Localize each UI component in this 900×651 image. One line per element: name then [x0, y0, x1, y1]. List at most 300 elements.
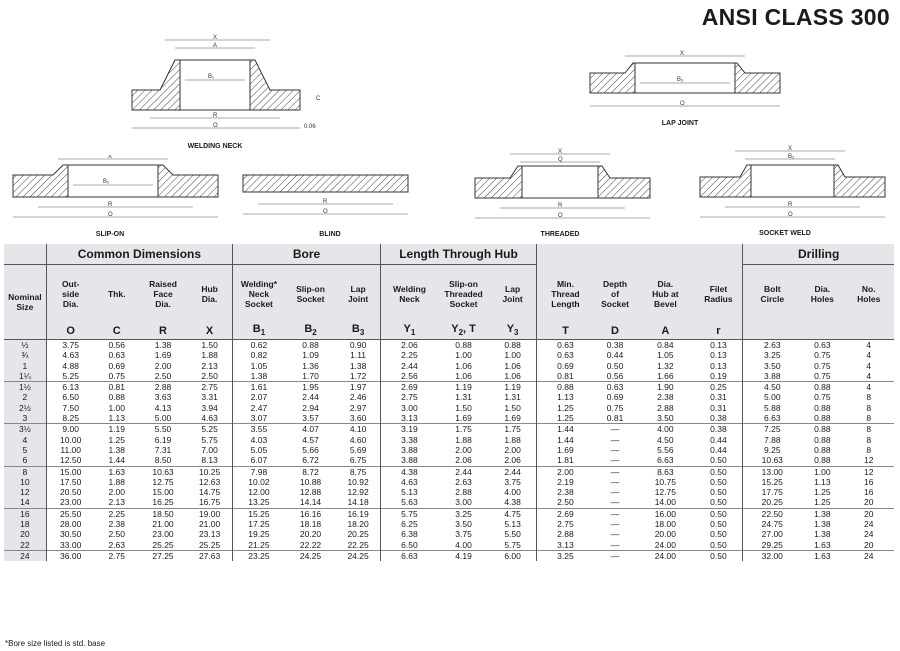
table-cell-value: 1.06: [504, 360, 521, 371]
table-cell-value: 0.69: [108, 360, 125, 371]
table-cell-value: 13.00: [761, 466, 783, 477]
col-label-11: [594, 265, 636, 324]
table-cell-value: 1.36: [302, 360, 319, 371]
table-cell-value: 5.00: [154, 413, 172, 424]
table-cell-value: 0.38: [710, 413, 727, 424]
table-cell-value: 0.50: [710, 455, 727, 466]
table-cell-value: 2.00: [557, 466, 574, 477]
table-cell-value: 0.56: [606, 370, 624, 381]
column-label-row: [4, 265, 894, 324]
table-row-group: [4, 508, 894, 550]
data-cell: [285, 340, 336, 382]
col-label-14: [743, 265, 801, 324]
table-cell-value: 6.00: [504, 550, 521, 561]
table-cell-value: 0.63: [814, 340, 831, 350]
table-cell-value: 22.22: [299, 539, 322, 550]
svg-text:R: R: [558, 203, 563, 209]
table-row-group: [4, 424, 894, 466]
table-cell-value: 2.00: [455, 444, 472, 455]
table-cell-value: 0.19: [710, 370, 727, 381]
col-label-line: of: [611, 288, 620, 299]
data-cell: [438, 340, 489, 382]
table-cell-value: 21.25: [248, 539, 270, 550]
table-cell-value: 20: [864, 508, 874, 519]
table-cell-value: 5.05: [250, 444, 268, 455]
col-symbol-15: [801, 323, 843, 340]
table-cell-value: 4.50: [764, 382, 781, 393]
data-cell: [801, 382, 843, 424]
group-drilling: Drilling: [743, 244, 894, 265]
data-cell: [695, 508, 743, 550]
table-cell-value: 2.50: [108, 529, 125, 540]
table-cell-value: 8.63: [657, 466, 674, 477]
data-cell: [187, 466, 232, 508]
col-symbol-7: $Y_1$: [381, 323, 438, 340]
table-cell-value: 0.50: [710, 487, 727, 498]
data-cell: [743, 508, 801, 550]
table-cell-value: 5.00: [764, 392, 781, 403]
table-cell-value: 2.69: [557, 508, 574, 519]
table-cell-value: 2.47: [250, 402, 268, 413]
table-cell-value: 2.46: [349, 392, 367, 403]
table-cell-value: 5.25: [62, 370, 79, 381]
data-cell: [95, 340, 139, 382]
table-cell-value: 1.63: [814, 550, 831, 561]
table-cell-value: 6.07: [250, 455, 268, 466]
data-cell: [695, 550, 743, 561]
table-cell-value: 0.88: [557, 382, 574, 393]
table-cell-value: 29.25: [761, 539, 783, 550]
table-cell-value: 2.44: [455, 466, 472, 477]
table-cell-value: 0.69: [557, 360, 574, 371]
data-cell: [46, 550, 94, 561]
col-label-line: Socket: [601, 298, 629, 309]
col-symbol-0: O: [46, 323, 94, 340]
data-cell: [489, 382, 536, 424]
table-cell-value: 0.75: [814, 360, 831, 371]
table-cell-value: 8: [866, 392, 872, 403]
table-cell-value: 8: [866, 402, 872, 413]
table-cell-value: 1.19: [455, 382, 472, 393]
data-cell: [843, 550, 894, 561]
table-cell-value: 3.25: [764, 350, 781, 361]
table-cell-value: 3.60: [349, 413, 367, 424]
table-cell-value: 3.75: [455, 529, 472, 540]
svg-text:B₃: B₃: [677, 77, 684, 83]
table-cell-value: 1.88: [504, 434, 521, 445]
col-label-line: Hub: [201, 284, 218, 294]
table-cell-value: 1.25: [557, 413, 574, 424]
table-cell-value: 0.63: [108, 350, 125, 361]
table-cell-value: 12.92: [347, 487, 369, 498]
table-cell-value: 3.50: [455, 519, 472, 530]
table-cell-value: 0.69: [606, 392, 624, 403]
data-cell: [233, 424, 285, 466]
table-cell-value: 25.50: [60, 508, 82, 519]
table-cell-value: 19.00: [198, 508, 221, 519]
table-cell-value: 2.25: [401, 350, 418, 361]
table-cell-value: 27.00: [761, 529, 783, 540]
data-cell: [743, 382, 801, 424]
group-header-blank: [4, 244, 46, 265]
svg-text:O: O: [788, 212, 793, 218]
table-cell-value: 1.75: [455, 424, 472, 435]
col-label-12: [636, 265, 694, 324]
table-cell-value: —: [610, 476, 620, 487]
table-row-group: [4, 340, 894, 382]
data-cell: [233, 508, 285, 550]
table-cell-value: 1.00: [108, 402, 125, 413]
col-label-line: Slip-on: [296, 284, 325, 294]
col-symbol-6: $B_3$: [336, 323, 380, 340]
table-cell-value: 1.13: [108, 413, 125, 424]
table-cell-value: 1.13: [557, 392, 574, 403]
table-cell-value: 5.69: [349, 444, 367, 455]
table-cell-value: 8: [866, 434, 872, 445]
table-cell-value: 0.50: [710, 550, 727, 561]
table-cell-value: 2.88: [455, 487, 472, 498]
data-cell: [381, 424, 438, 466]
table-cell-value: 1.75: [504, 424, 521, 435]
col-label-line: Filet: [709, 283, 728, 294]
data-cell: [594, 508, 636, 550]
table-cell-value: 20.00: [654, 529, 676, 540]
table-cell-value: 5.25: [201, 424, 218, 435]
table-cell-value: 1.90: [657, 382, 674, 393]
table-cell-value: 2.00: [504, 444, 521, 455]
table-cell-value: 0.50: [710, 497, 727, 508]
group-bore: Bore: [233, 244, 381, 265]
welding-neck-caption: WELDING NECK: [187, 143, 243, 150]
table-cell-value: 2.63: [108, 539, 125, 550]
col-label-line: Neck: [399, 294, 420, 304]
data-cell: [537, 550, 594, 561]
table-cell-value: 14: [20, 497, 30, 508]
col-symbol-9: $Y_3$: [489, 323, 536, 340]
table-cell-value: ½: [21, 340, 29, 350]
svg-text:R: R: [108, 202, 113, 208]
table-cell-value: 1.66: [657, 370, 674, 381]
column-symbol-row: [4, 323, 894, 340]
data-cell: [381, 382, 438, 424]
table-cell-value: 1.50: [504, 402, 521, 413]
col-symbol-13: r: [695, 323, 743, 340]
table-cell-value: 1.69: [557, 444, 574, 455]
table-cell-value: 3.31: [201, 392, 218, 403]
table-cell-value: 0.88: [814, 402, 831, 413]
table-cell-value: 23.00: [60, 497, 82, 508]
table-cell-value: 0.38: [606, 340, 624, 350]
table-cell-value: 0.62: [250, 340, 268, 350]
table-cell-value: 3.38: [401, 434, 418, 445]
nominal-label-1: Nominal: [8, 292, 42, 302]
data-cell: [636, 340, 694, 382]
table-cell-value: 0.44: [710, 434, 727, 445]
table-cell-value: 1.88: [201, 350, 218, 361]
group-length: Length Through Hub: [381, 244, 537, 265]
data-cell: [233, 550, 285, 561]
table-cell-value: 32.00: [761, 550, 783, 561]
table-cell-value: 8: [866, 413, 872, 424]
table-cell-value: 4.00: [455, 539, 472, 550]
table-cell-value: 15.00: [152, 487, 174, 498]
table-cell-value: 2.06: [401, 340, 418, 350]
svg-text:0.06: 0.06: [304, 124, 316, 130]
table-cell-value: 10.63: [761, 455, 783, 466]
table-cell-value: 1.00: [455, 350, 472, 361]
table-cell-value: 1.06: [455, 370, 472, 381]
col-label-line: Circle: [760, 294, 785, 304]
table-cell-value: 4: [866, 360, 872, 371]
table-cell-value: 6.63: [657, 455, 674, 466]
table-cell-value: 0.50: [710, 476, 727, 487]
table-cell-value: 1.00: [504, 350, 521, 361]
table-cell-value: 2.88: [657, 402, 674, 413]
table-cell-value: 6.72: [302, 455, 319, 466]
data-cell: [537, 466, 594, 508]
data-cell: [46, 466, 94, 508]
table-cell-value: 2.69: [401, 382, 418, 393]
data-cell: [46, 508, 94, 550]
data-cell: [336, 508, 380, 550]
data-cell: [139, 340, 187, 382]
table-cell-value: 1.38: [814, 529, 831, 540]
table-cell-value: 4.07: [302, 424, 319, 435]
table-cell-value: 1.25: [557, 402, 574, 413]
table-cell-value: 2.75: [401, 392, 418, 403]
svg-text:B₂: B₂: [103, 179, 110, 185]
table-cell-value: 18.20: [347, 519, 369, 530]
table-cell-value: 6.75: [349, 455, 367, 466]
data-cell: [537, 340, 594, 382]
table-cell-value: 10.25: [198, 466, 221, 477]
table-cell-value: 2.63: [764, 340, 781, 350]
table-cell-value: 1.32: [657, 360, 674, 371]
data-cell: [743, 340, 801, 382]
data-cell: [139, 382, 187, 424]
table-cell-value: 12: [864, 455, 874, 466]
table-cell-value: 1¼: [18, 370, 31, 381]
data-cell: [438, 382, 489, 424]
col-label-line: Hub at: [652, 288, 679, 299]
table-cell-value: 1.19: [108, 424, 125, 435]
data-cell: [95, 508, 139, 550]
table-cell-value: 3.19: [401, 424, 418, 435]
data-cell: [438, 550, 489, 561]
table-cell-value: 0.88: [814, 382, 831, 393]
data-cell: [843, 508, 894, 550]
table-cell-value: 4.88: [62, 360, 79, 371]
col-label-line: Dia.: [155, 299, 171, 309]
table-cell-value: 3.88: [764, 370, 781, 381]
table-cell-value: 33.00: [60, 539, 82, 550]
col-label-line: Length: [551, 298, 580, 309]
svg-text:C: C: [316, 96, 320, 102]
data-cell: [594, 382, 636, 424]
table-cell-value: 0.44: [606, 350, 624, 361]
col-label-3: [187, 265, 232, 324]
table-cell-value: 1.38: [108, 444, 125, 455]
table-cell-value: 0.13: [710, 340, 727, 350]
table-cell-value: 24.25: [299, 550, 322, 561]
table-cell-value: 5.13: [401, 487, 418, 498]
data-cell: [336, 550, 380, 561]
table-cell-value: 2.88: [154, 382, 172, 393]
data-cell: [285, 508, 336, 550]
data-cell: [139, 466, 187, 508]
table-cell-value: 0.88: [814, 413, 831, 424]
col-label-line: Dia.: [657, 278, 674, 289]
col-label-line: Dia.: [62, 299, 79, 309]
table-cell-value: 8.50: [154, 455, 172, 466]
table-cell-value: 7.98: [250, 466, 268, 477]
lap-joint-caption: LAP JOINT: [661, 120, 699, 127]
data-cell: [489, 508, 536, 550]
table-cell-value: 1.50: [455, 402, 472, 413]
table-cell-value: 6.50: [401, 539, 418, 550]
table-cell-value: 1.00: [814, 466, 831, 477]
table-cell-value: 1.63: [814, 539, 831, 550]
table-cell-value: 2.75: [201, 382, 218, 393]
dimensions-table: [4, 244, 894, 561]
table-cell-value: 5.56: [657, 444, 674, 455]
data-cell: [233, 340, 285, 382]
data-cell: [46, 340, 94, 382]
svg-text:O: O: [680, 101, 685, 107]
table-cell-value: 2.50: [557, 497, 574, 508]
svg-text:R: R: [323, 199, 328, 205]
table-cell-value: 2.07: [250, 392, 268, 403]
table-cell-value: 20: [20, 529, 30, 540]
table-cell-value: 10.92: [347, 476, 369, 487]
table-cell-value: 2.38: [657, 392, 674, 403]
table-cell-value: 2.75: [557, 519, 574, 530]
data-cell: [187, 550, 232, 561]
table-cell-value: 14.18: [347, 497, 369, 508]
col-label-7: [381, 265, 438, 324]
data-cell: [381, 466, 438, 508]
table-cell-value: 3.25: [557, 550, 574, 561]
table-row-group: [4, 382, 894, 424]
data-cell: [285, 382, 336, 424]
table-cell-value: 0.50: [710, 529, 727, 540]
table-cell-value: 0.25: [710, 382, 727, 393]
svg-text:X: X: [213, 35, 218, 41]
table-cell-value: 12: [864, 466, 874, 477]
table-cell-value: 5.75: [401, 508, 418, 519]
table-cell-value: 0.81: [108, 382, 125, 393]
table-cell-value: 3.25: [455, 508, 472, 519]
svg-text:O: O: [558, 213, 563, 219]
col-symbol-12: A: [636, 323, 694, 340]
table-cell-value: —: [610, 424, 620, 435]
table-cell-value: 1.61: [250, 382, 268, 393]
table-cell-value: —: [610, 519, 620, 530]
table-cell-value: 16.16: [299, 508, 322, 519]
table-cell-value: 0.88: [108, 392, 125, 403]
table-cell-value: 30.50: [60, 529, 82, 540]
table-cell-value: 6: [22, 455, 28, 466]
data-cell: [285, 424, 336, 466]
table-cell-value: 1.38: [250, 370, 268, 381]
table-cell-value: 4.03: [250, 434, 268, 445]
table-cell-value: 8.25: [62, 413, 79, 424]
col-label-0: [46, 265, 94, 324]
col-symbol-11: D: [594, 323, 636, 340]
table-cell-value: 28.00: [60, 519, 82, 530]
table-cell-value: 6.25: [401, 519, 418, 530]
col-label-line: No.: [861, 284, 876, 294]
table-cell-value: 24.75: [761, 519, 783, 530]
table-cell-value: 7.31: [154, 444, 172, 455]
table-cell-value: —: [610, 444, 620, 455]
table-cell-value: 0.31: [710, 392, 727, 403]
table-cell-value: 7.88: [764, 434, 781, 445]
table-cell-value: 1.72: [349, 370, 367, 381]
col-label-line: Depth: [602, 278, 628, 289]
table-cell-value: 5.50: [504, 529, 521, 540]
table-cell-value: 9.00: [62, 424, 79, 435]
data-cell: [233, 466, 285, 508]
table-cell-value: 1.25: [814, 487, 831, 498]
col-label-9: [489, 265, 536, 324]
table-cell-value: 7.00: [201, 444, 218, 455]
col-symbol-4: $B_1$: [233, 323, 285, 340]
table-cell-value: 3.07: [250, 413, 268, 424]
table-cell-value: 4.75: [504, 508, 521, 519]
table-cell-value: 14.75: [198, 487, 221, 498]
col-label-line: Bevel: [654, 298, 677, 309]
table-cell-value: 0.88: [814, 424, 831, 435]
table-cell-value: 10.00: [60, 434, 82, 445]
table-cell-value: 0.88: [814, 434, 831, 445]
svg-text:B₁: B₁: [208, 74, 215, 80]
welding-neck-drawing: [120, 30, 320, 130]
data-cell: [636, 382, 694, 424]
table-cell-value: 1.69: [504, 413, 521, 424]
table-cell-value: 0.88: [814, 455, 831, 466]
table-cell-value: 2.00: [154, 360, 172, 371]
table-cell-value: 4: [866, 350, 872, 361]
table-cell-value: 27.63: [198, 550, 221, 561]
nominal-size-cell: [4, 424, 46, 466]
data-cell: [95, 424, 139, 466]
table-cell-value: 8.75: [349, 466, 367, 477]
svg-text:Q: Q: [558, 157, 563, 163]
data-cell: [336, 382, 380, 424]
table-cell-value: 6.38: [401, 529, 418, 540]
table-cell-value: 15.00: [60, 466, 82, 477]
table-cell-value: 2.06: [455, 455, 472, 466]
data-cell: [46, 382, 94, 424]
table-cell-value: 14.14: [299, 497, 322, 508]
col-label-13: [695, 265, 743, 324]
table-cell-value: —: [610, 508, 620, 519]
svg-text:R: R: [213, 113, 218, 119]
table-cell-value: —: [610, 539, 620, 550]
table-cell-value: 0.75: [814, 350, 831, 361]
table-cell-value: 4.63: [201, 413, 218, 424]
table-cell-value: —: [610, 529, 620, 540]
data-cell: [594, 466, 636, 508]
table-cell-value: 1.19: [504, 382, 521, 393]
table-cell-value: 4.00: [504, 487, 521, 498]
data-cell: [285, 550, 336, 561]
col-label-15: [801, 265, 843, 324]
table-cell-value: 12.50: [60, 455, 82, 466]
data-cell: [594, 550, 636, 561]
data-cell: [636, 466, 694, 508]
